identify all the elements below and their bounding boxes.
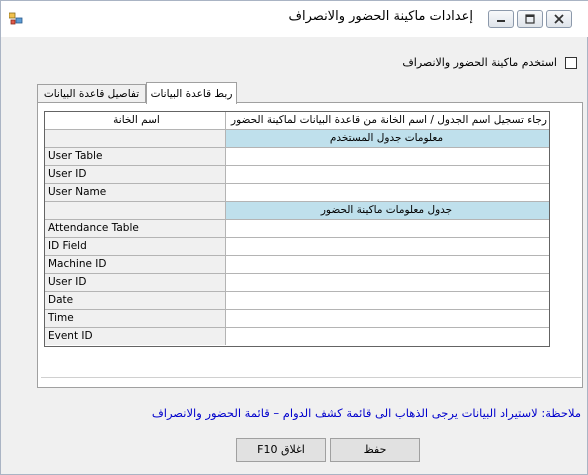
field-label: User Name bbox=[45, 184, 226, 201]
grid-header-instruction: رجاء تسجيل اسم الجدول / اسم الخانة من قاعدة البيانات لماكينة الحضور bbox=[231, 114, 547, 126]
field-value-input[interactable] bbox=[226, 166, 549, 183]
field-value-input[interactable] bbox=[226, 310, 549, 327]
section-title: جدول معلومات ماكينة الحضور bbox=[320, 204, 453, 216]
maximize-icon bbox=[518, 11, 542, 27]
field-label: Event ID bbox=[45, 328, 226, 345]
grid-header-row bbox=[45, 112, 549, 130]
field-value-input[interactable] bbox=[226, 148, 549, 165]
field-value-input[interactable] bbox=[226, 256, 549, 273]
minimize-icon bbox=[489, 11, 513, 27]
table-row bbox=[45, 328, 549, 346]
field-label: Machine ID bbox=[45, 256, 226, 273]
table-row bbox=[45, 184, 549, 202]
field-label: Time bbox=[45, 310, 226, 327]
grid-header-field-name: اسم الخانة bbox=[45, 112, 226, 129]
table-row bbox=[45, 238, 549, 256]
field-value-input[interactable] bbox=[226, 238, 549, 255]
table-row bbox=[45, 148, 549, 166]
save-button[interactable]: حفظ bbox=[330, 438, 420, 462]
field-label: User ID bbox=[45, 274, 226, 291]
field-label: Date bbox=[45, 292, 226, 309]
table-row bbox=[45, 256, 549, 274]
import-note: ملاحظة: لاستيراد البيانات يرجى الذهاب الى قائمة كشف الدوام – قائمة الحضور والانصراف bbox=[151, 406, 581, 420]
section-row-attendance bbox=[45, 202, 549, 220]
table-row bbox=[45, 220, 549, 238]
tab-database-details[interactable]: تفاصيل قاعدة البيانات bbox=[37, 84, 146, 104]
section-row-user-table bbox=[45, 130, 549, 148]
title-bar[interactable] bbox=[1, 1, 588, 37]
horizontal-scrollbar[interactable] bbox=[41, 377, 581, 386]
field-value-input[interactable] bbox=[226, 328, 549, 345]
app-icon bbox=[9, 12, 23, 26]
close-icon bbox=[547, 11, 571, 27]
field-label: User Table bbox=[45, 148, 226, 165]
tab-database-link[interactable]: ربط قاعدة البيانات bbox=[146, 82, 237, 104]
use-machine-checkbox[interactable] bbox=[565, 57, 577, 69]
maximize-button[interactable] bbox=[517, 10, 543, 28]
field-value-input[interactable] bbox=[226, 220, 549, 237]
window-title: إعدادات ماكينة الحضور والانصراف bbox=[288, 9, 473, 24]
field-value-input[interactable] bbox=[226, 292, 549, 309]
field-value-input[interactable] bbox=[226, 184, 549, 201]
field-label: User ID bbox=[45, 166, 226, 183]
field-mapping-grid bbox=[44, 111, 550, 347]
field-label: Attendance Table bbox=[45, 220, 226, 237]
minimize-button[interactable] bbox=[488, 10, 514, 28]
field-value-input[interactable] bbox=[226, 274, 549, 291]
use-machine-label: استخدم ماكينة الحضور والانصراف bbox=[402, 56, 557, 69]
close-button[interactable]: اغلاق F10 bbox=[236, 438, 326, 462]
use-machine-option[interactable] bbox=[402, 56, 577, 69]
close-window-button[interactable] bbox=[546, 10, 572, 28]
table-row bbox=[45, 292, 549, 310]
field-label: ID Field bbox=[45, 238, 226, 255]
table-row bbox=[45, 274, 549, 292]
table-row bbox=[45, 166, 549, 184]
section-title: معلومات جدول المستخدم bbox=[329, 132, 444, 144]
table-row bbox=[45, 310, 549, 328]
